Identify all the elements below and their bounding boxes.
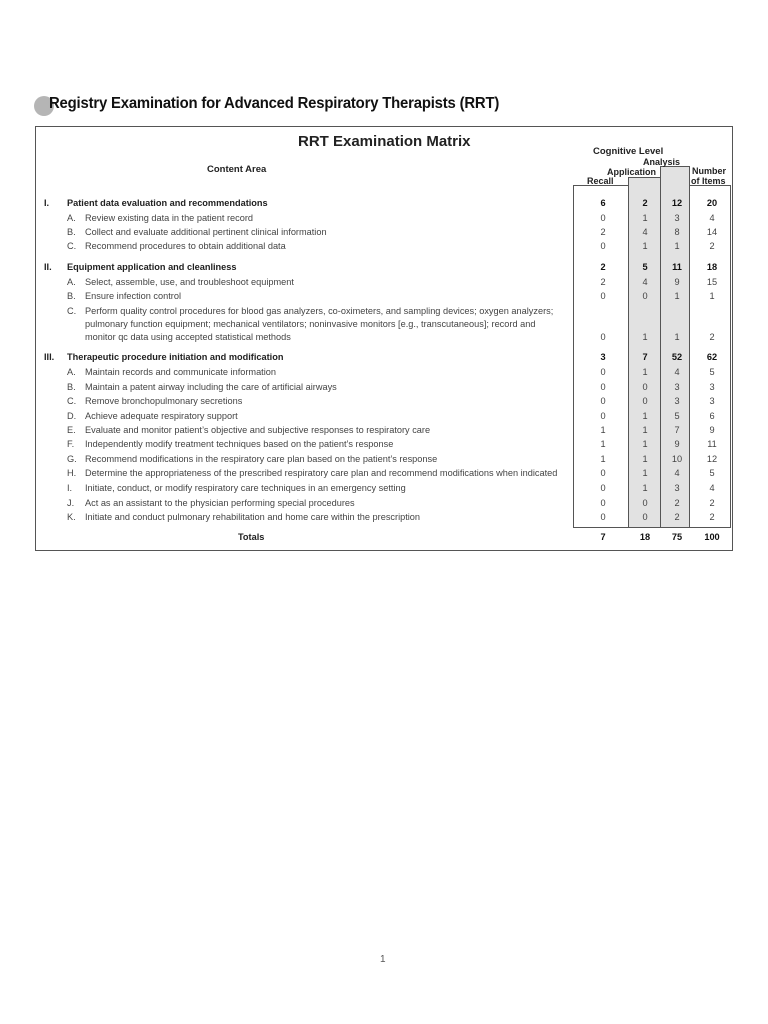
item-label: Recommend modifications in the respiratory care plan based on the patient’s response — [85, 454, 438, 464]
recall-value: 0 — [600, 468, 606, 478]
item-label: Achieve adequate respiratory support — [85, 411, 238, 421]
page-title: Registry Examination for Advanced Respiratory Therapists (RRT) — [49, 95, 500, 112]
application-value: 0 — [642, 382, 648, 392]
matrix-title: RRT Examination Matrix — [298, 133, 471, 150]
recall-total: 7 — [600, 532, 606, 542]
section-row — [0, 260, 768, 274]
item-letter: C. — [67, 306, 77, 316]
item-letter: B. — [67, 291, 76, 301]
item-label: Ensure infection control — [85, 291, 182, 301]
section-numeral: I. — [44, 198, 50, 208]
application-value: 1 — [642, 454, 648, 464]
number-value: 3 — [709, 396, 715, 406]
number-value: 5 — [709, 468, 715, 478]
recall-value: 2 — [600, 262, 606, 272]
number-value: 11 — [707, 439, 717, 449]
analysis-value: 52 — [671, 352, 683, 362]
recall-value: 0 — [600, 382, 606, 392]
item-label: Initiate and conduct pulmonary rehabilitation and home care within the prescription — [85, 512, 421, 522]
analysis-value: 9 — [674, 439, 680, 449]
application-value: 1 — [642, 483, 648, 493]
number-value: 12 — [706, 454, 718, 464]
item-letter: G. — [67, 454, 77, 464]
table-row — [0, 394, 768, 408]
analysis-value: 2 — [674, 512, 680, 522]
number-value: 9 — [709, 425, 715, 435]
item-label: Act as an assistant to the physician performing special procedures — [85, 498, 355, 508]
analysis-value: 9 — [674, 277, 680, 287]
item-letter: J. — [67, 498, 75, 508]
item-letter: D. — [67, 411, 77, 421]
recall-value: 0 — [600, 213, 606, 223]
analysis-value: 10 — [671, 454, 683, 464]
table-row-continuation — [0, 317, 768, 331]
table-row-continuation — [0, 330, 768, 344]
table-row — [0, 466, 768, 480]
recall-value: 0 — [600, 241, 606, 251]
item-letter: B. — [67, 227, 76, 237]
analysis-value: 1 — [674, 241, 680, 251]
item-letter: A. — [67, 213, 76, 223]
section-numeral: II. — [44, 262, 52, 272]
analysis-value: 1 — [674, 291, 680, 301]
content-area-header: Content Area — [207, 164, 267, 175]
analysis-total: 75 — [671, 532, 683, 542]
analysis-value: 3 — [674, 382, 680, 392]
table-row — [0, 365, 768, 379]
item-label: Maintain a patent airway including the care of artificial airways — [85, 382, 337, 392]
number-value: 1 — [709, 291, 715, 301]
analysis-value: 3 — [674, 213, 680, 223]
item-letter: C. — [67, 241, 77, 251]
table-row — [0, 409, 768, 423]
item-label-line2: pulmonary function equipment; mechanical ventilators; noninvasive monitors [e.g., transcutaneous]; record and — [85, 319, 536, 329]
number-value: 6 — [709, 411, 715, 421]
item-label: Recommend procedures to obtain additional data — [85, 241, 286, 251]
application-value: 1 — [642, 241, 648, 251]
application-value: 2 — [642, 198, 648, 208]
recall-value: 0 — [600, 291, 606, 301]
analysis-header: Analysis — [643, 157, 681, 167]
table-row — [0, 239, 768, 253]
application-value: 0 — [642, 291, 648, 301]
number-value: 14 — [706, 227, 718, 237]
recall-value: 0 — [600, 332, 606, 342]
table-row — [0, 225, 768, 239]
item-label: Select, assemble, use, and troubleshoot equipment — [85, 277, 294, 287]
item-letter: C. — [67, 396, 77, 406]
table-row — [0, 437, 768, 451]
item-label: Initiate, conduct, or modify respiratory care techniques in an emergency setting — [85, 483, 406, 493]
recall-value: 1 — [600, 454, 606, 464]
application-value: 0 — [642, 512, 648, 522]
table-row — [0, 510, 768, 524]
recall-value: 0 — [600, 512, 606, 522]
number-value: 62 — [706, 352, 718, 362]
analysis-value: 3 — [674, 483, 680, 493]
application-value: 1 — [642, 425, 648, 435]
application-value: 1 — [642, 411, 648, 421]
number-value: 2 — [709, 241, 715, 251]
recall-value: 2 — [600, 277, 606, 287]
item-label: Evaluate and monitor patient’s objective and subjective responses to respiratory care — [85, 425, 431, 435]
table-row — [0, 423, 768, 437]
application-value: 0 — [642, 498, 648, 508]
number-value: 5 — [709, 367, 715, 377]
number-total: 100 — [704, 532, 720, 542]
totals-label: Totals — [238, 532, 265, 542]
application-value: 0 — [642, 396, 648, 406]
number-value: 4 — [709, 483, 715, 493]
item-label-line1: Perform quality control procedures for blood gas analyzers, co-oximeters, and sampling devices; oxygen analyzers; — [85, 306, 554, 316]
application-value: 4 — [642, 227, 648, 237]
item-letter: A. — [67, 367, 76, 377]
recall-value: 1 — [600, 425, 606, 435]
section-numeral: III. — [44, 352, 55, 362]
recall-value: 0 — [600, 411, 606, 421]
application-value: 1 — [642, 367, 648, 377]
table-row — [0, 496, 768, 510]
item-label-line3: monitor qc data using accepted statistical methods — [85, 332, 291, 342]
number-value: 2 — [709, 498, 715, 508]
item-label: Maintain records and communicate information — [85, 367, 276, 377]
section-label: Patient data evaluation and recommendations — [67, 198, 268, 208]
number-value: 18 — [706, 262, 718, 272]
cognitive-level-header: Cognitive Level — [593, 146, 664, 157]
application-total: 18 — [639, 532, 651, 542]
section-label: Equipment application and cleanliness — [67, 262, 237, 272]
table-row — [0, 304, 768, 318]
application-value: 1 — [642, 213, 648, 223]
item-letter: I. — [67, 483, 73, 493]
application-value: 1 — [642, 439, 648, 449]
analysis-value: 11 — [672, 262, 682, 272]
recall-value: 2 — [600, 227, 606, 237]
number-value: 15 — [706, 277, 718, 287]
analysis-value: 4 — [674, 367, 680, 377]
analysis-value: 12 — [671, 198, 683, 208]
table-row — [0, 380, 768, 394]
item-label: Remove bronchopulmonary secretions — [85, 396, 243, 406]
recall-value: 6 — [600, 198, 606, 208]
analysis-value: 3 — [674, 396, 680, 406]
table-row — [0, 211, 768, 225]
item-letter: E. — [67, 425, 76, 435]
number-value: 2 — [709, 512, 715, 522]
application-value: 1 — [642, 332, 648, 342]
recall-value: 0 — [600, 498, 606, 508]
number-header: Number — [692, 166, 727, 176]
analysis-value: 8 — [674, 227, 680, 237]
table-row — [0, 452, 768, 466]
item-letter: F. — [67, 439, 75, 449]
application-value: 5 — [642, 262, 648, 272]
item-label: Review existing data in the patient record — [85, 213, 254, 223]
number-value: 20 — [706, 198, 718, 208]
application-value: 1 — [642, 468, 648, 478]
number-value: 3 — [709, 382, 715, 392]
section-label: Therapeutic procedure initiation and modification — [67, 352, 284, 362]
recall-value: 0 — [600, 367, 606, 377]
analysis-value: 2 — [674, 498, 680, 508]
item-letter: H. — [67, 468, 77, 478]
item-letter: K. — [67, 512, 76, 522]
number-value: 2 — [709, 332, 715, 342]
analysis-value: 5 — [674, 411, 680, 421]
analysis-value: 7 — [674, 425, 680, 435]
recall-value: 3 — [600, 352, 606, 362]
analysis-value: 4 — [674, 468, 680, 478]
totals-row — [0, 530, 768, 544]
item-letter: B. — [67, 382, 76, 392]
number-value: 4 — [709, 213, 715, 223]
application-value: 7 — [642, 352, 648, 362]
application-header: Application — [607, 167, 656, 177]
of-items-header: of Items — [691, 176, 726, 186]
item-label: Collect and evaluate additional pertinent clinical information — [85, 227, 327, 237]
item-label: Determine the appropriateness of the prescribed respiratory care plan and recommend modifications when indicated — [85, 468, 558, 478]
application-value: 4 — [642, 277, 648, 287]
analysis-value: 1 — [674, 332, 680, 342]
item-label: Independently modify treatment techniques based on the patient’s response — [85, 439, 394, 449]
table-row — [0, 275, 768, 289]
recall-value: 1 — [600, 439, 606, 449]
table-row — [0, 481, 768, 495]
recall-value: 0 — [600, 483, 606, 493]
recall-header: Recall — [587, 176, 614, 186]
table-row — [0, 289, 768, 303]
section-row — [0, 350, 768, 364]
page-number: 1 — [380, 954, 386, 965]
recall-value: 0 — [600, 396, 606, 406]
item-letter: A. — [67, 277, 76, 287]
section-row — [0, 196, 768, 210]
